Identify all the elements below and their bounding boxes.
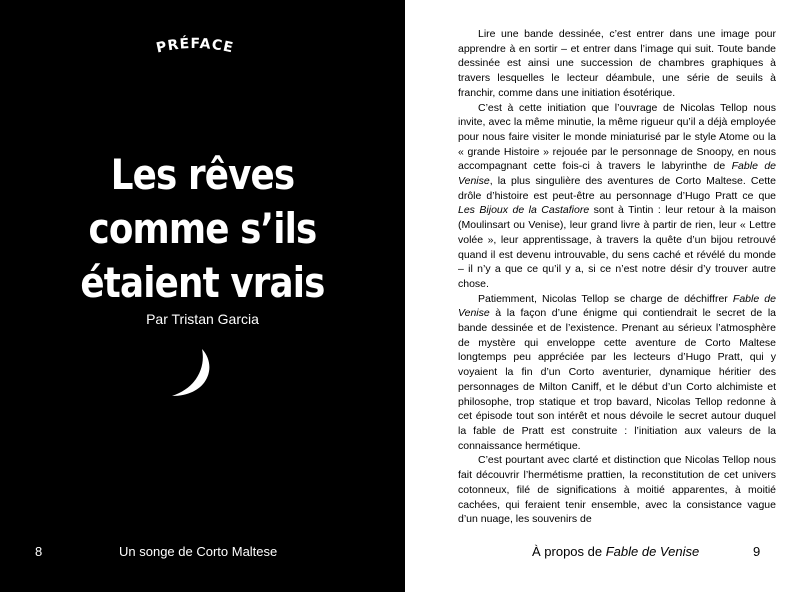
title-line: Les rêves [110,150,295,199]
crescent-moon-icon [160,344,220,404]
text-run: Lire une bande dessinée, c’est entrer dans une image pour apprendre à en sortir – et entrer dans l’image qui suit. Toute bande dessinée est ainsi une succession de chambres graphiques à travers lesquelles le lecteur déambule, une série de seuils à franchir, comme dans une initiation ésotérique. [458,28,776,99]
italic-title: Fable de Venise [458,160,776,188]
text-run: sont à Tintin : leur retour à la maison (Moulinsart ou Venise), leur grand livre à partir de rien, leur « Lettre volée », leur apprentissage, à travers la quête d’un bijou retrouvé quand il est devenu introuvable, du sens caché et révélé du monde – il n’y a que ce qu’il y a, si ce n’est notre désir d’y trouver autre chose. [458,204,776,290]
running-title-book: Fable de Venise [605,544,700,559]
section-label: PRÉFACE [154,35,236,57]
body-paragraph [458,292,776,454]
text-run: C’est pourtant avec clarté et distinction que Nicolas Tellop nous fait découvrir l’hermétisme prattien, la reconstitution de cet univers cotonneux, filé de significations à moitié apparentes, à moitié cachées, qui feraient tenir ensemble, avec la consistance vague d’un nuage, les souvenirs de [458,454,776,526]
title-line: comme s’ils [88,204,317,253]
text-run: à la façon d’une énigme qui contiendrait le secret de la bande dessinée et de l’existence. Prenant au sérieux l’atmosphère de mystère qui enveloppe cette aventure de Corto Maltese longtemps peu appréciée par les lecteurs d’Hugo Pratt, qui y voyaient la fin d’un Corto aventurier, dynamique héritier des personnages de Milton Caniff, et le début d’un Corto alchimiste et philosophe, trop statique et trop bavard, Nicolas Tellop redonne à cet épisode tout son intérêt et nous dévoile le secret autour duquel la fable de Pratt est construite : l’initiation aux valeurs de la connaissance hermétique. [458,307,776,452]
title-line: étaient vrais [80,258,325,307]
body-paragraph [458,453,776,527]
italic-title: Fable de Venise [458,292,776,320]
text-run: C’est à cette initiation que l’ouvrage de Nicolas Tellop nous invite, avec la même minutie, la même rigueur qu’il a déjà employée pour nous faire visiter le monde miniaturisé par le style Atome ou la « grande Histoire » rejouée par le personnage de Snoopy, en nous accompagnant cette fois-ci à travers le labyrinthe de [458,101,776,173]
page-number: 9 [753,544,761,559]
preface-body-text [458,27,776,526]
section-label-arc [0,0,405,80]
running-title [532,544,699,559]
page-title [30,148,374,310]
italic-title: Les Bijoux de la Castafiore [458,204,590,217]
body-paragraph [458,101,776,292]
running-title-prefix: À propos de [532,544,606,559]
right-page [405,0,810,592]
page-number: 8 [35,544,43,559]
text-run: Patiemment, Nicolas Tellop se charge de déchiffrer [478,292,733,305]
author-byline: Par Tristan Garcia [146,311,259,327]
text-run: , la plus singulière des aventures de Corto Maltese. Cette drôle d’histoire est peut-être au personnage d’Hugo Pratt ce que [458,175,776,202]
body-paragraph [458,27,776,101]
running-title: Un songe de Corto Maltese [119,544,278,559]
